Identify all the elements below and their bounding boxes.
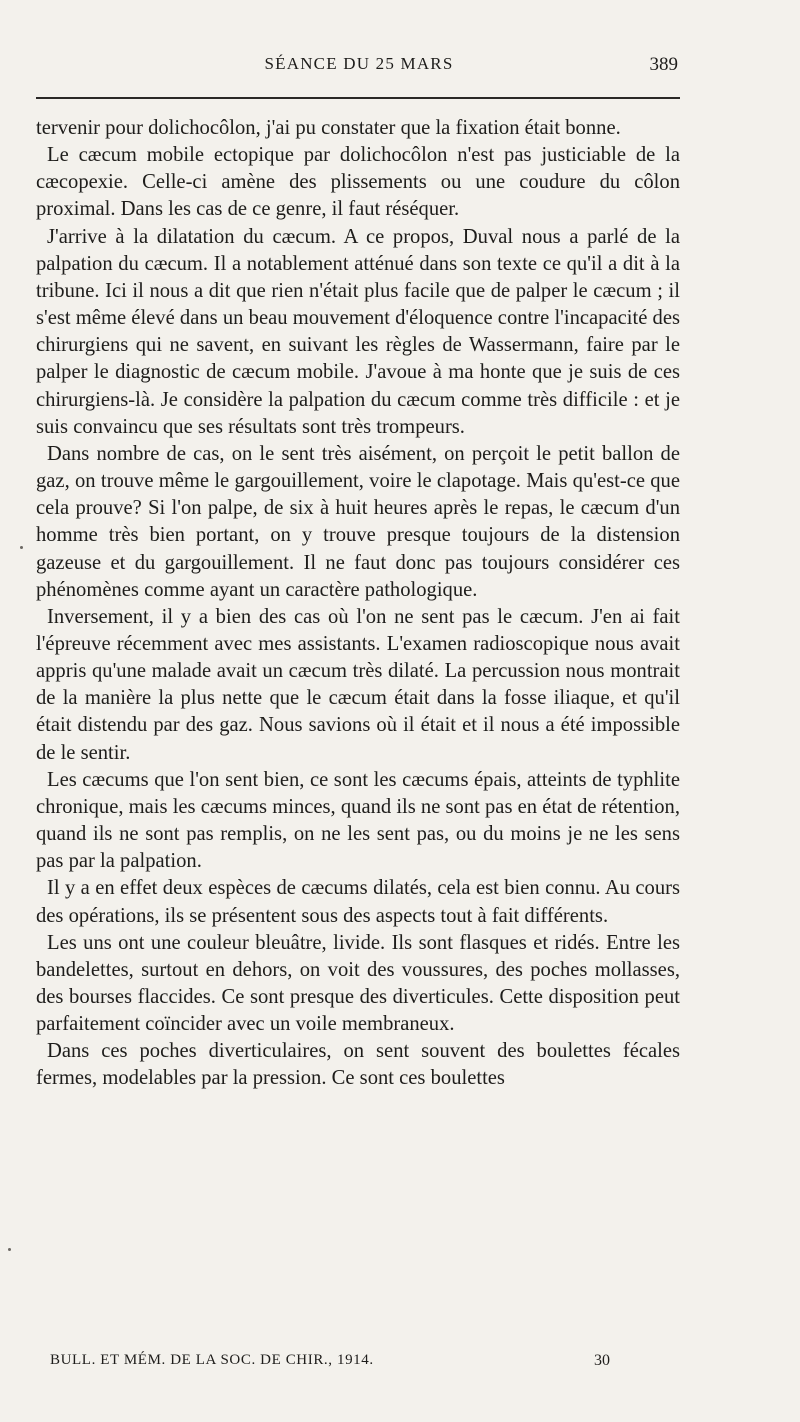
- body-text: [36, 115, 680, 1093]
- print-speck: [8, 1248, 11, 1251]
- footer-source: BULL. ET MÉM. DE LA SOC. DE CHIR., 1914.: [50, 1352, 374, 1368]
- paragraph-7: Il y a en effet deux espèces de cæcums dilatés, cela est bien connu. Au cours des opérations, ils se présentent sous des aspects tout à fait différents.: [36, 877, 680, 927]
- paragraph-6: Les cæcums que l'on sent bien, ce sont les cæcums épais, atteints de typhlite chronique, mais les cæcums minces, quand ils ne sont pas en état de rétention, quand ils ne sont pas remplis, on ne les sent pas, ou du moins je ne les sens pas par la palpation.: [36, 768, 680, 873]
- print-speck: [20, 546, 23, 549]
- page-footer: [50, 1352, 610, 1376]
- paragraph-9: Dans ces poches diverticulaires, on sent souvent des boulettes fécales fermes, modelables par la pression. Ce sont ces boulettes: [36, 1040, 680, 1090]
- paragraph-4: Dans nombre de cas, on le sent très aisément, on perçoit le petit ballon de gaz, on trouve même le gargouillement, voire le clapotage. Mais qu'est-ce que cela prouve? Si l'on palpe, de six à huit heures après le repas, le cæcum d'un homme très bien portant, on y trouve presque toujours de la distension gazeuse et du gargouillement. Il ne faut donc pas toujours considérer ces phénomènes comme ayant un caractère pathologique.: [36, 442, 680, 601]
- paragraph-3: J'arrive à la dilatation du cæcum. A ce propos, Duval nous a parlé de la palpation du cæcum. Il a notablement atténué dans son texte ce qu'il a dit à la tribune. Ici il nous a dit que rien n'était plus facile que de palper le cæcum ; il s'est même élevé dans un beau mouvement d'éloquence contre l'incapacité des chirurgiens qui ne savent, en suivant les règles de Wassermann, faire par le palper le diagnostic de cæcum mobile. J'avoue à ma honte que je suis de ces chirurgiens-là. Je considère la palpation du cæcum comme très difficile : et je suis convaincu que ses résultats sont très trompeurs.: [36, 225, 680, 438]
- page-number: 389: [649, 54, 678, 75]
- running-head-title: SÉANCE DU 25 MARS: [264, 54, 454, 73]
- paragraph-2: Le cæcum mobile ectopique par dolichocôlon n'est pas justiciable de la cæcopexie. Celle-ci amène des plissements ou une coudure du côlon proximal. Dans les cas de ce genre, il faut réséquer.: [36, 144, 680, 221]
- running-header: [36, 54, 682, 84]
- signature-mark: 30: [594, 1352, 610, 1369]
- header-rule: [36, 97, 680, 99]
- paragraph-5: Inversement, il y a bien des cas où l'on ne sent pas le cæcum. J'en ai fait l'épreuve récemment avec mes assistants. L'examen radioscopique nous avait appris qu'une malade avait un cæcum très dilaté. La percussion nous montrait de la manière la plus nette que le cæcum était dans la fosse iliaque, et qu'il était distendu par des gaz. Nous savions où il était et il nous a été impossible de le sentir.: [36, 605, 680, 764]
- paragraph-1: tervenir pour dolichocôlon, j'ai pu constater que la fixation était bonne.: [36, 117, 621, 139]
- paragraph-8: Les uns ont une couleur bleuâtre, livide. Ils sont flasques et ridés. Entre les bandelettes, surtout en dehors, on voit des voussures, des poches mollasses, des bourses flaccides. Ce sont presque des diverticules. Cette disposition peut parfaitement coïncider avec un voile membraneux.: [36, 931, 680, 1036]
